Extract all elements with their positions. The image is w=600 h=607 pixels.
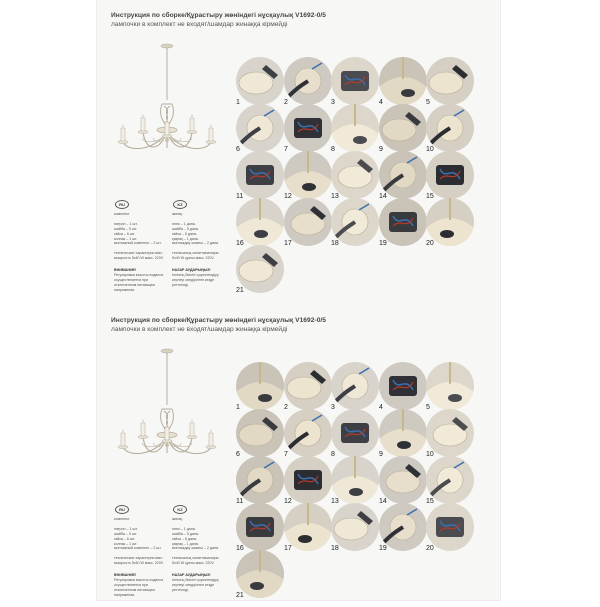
step-photo xyxy=(379,409,427,457)
ru-kit-heading: комплект xyxy=(114,517,130,521)
assembly-step xyxy=(379,503,427,551)
kz-warning-text: Ілгектің биіктігі қоректендіру кернеуі сөндірілген кезде реттеледі. xyxy=(172,272,219,287)
step-number: 4 xyxy=(379,404,383,411)
step-number: 5 xyxy=(426,404,430,411)
kz-kit-heading: жинақ: xyxy=(172,212,183,216)
step-number: 11 xyxy=(236,498,244,505)
step-photo xyxy=(284,456,332,504)
assembly-step xyxy=(236,151,284,199)
kz-tech-heading: техникалық сипаттамалары: xyxy=(172,251,220,256)
ru-warning-heading: ВНИМАНИЕ! xyxy=(114,573,137,577)
instruction-title: Инструкция по сборке/Құрастыру жөніндегі нұсқаулық V1692-0/5 xyxy=(111,12,327,19)
kz-kit-item: шайба – 5 дана. xyxy=(172,531,199,536)
step-photo xyxy=(331,151,379,199)
step-number: 1 xyxy=(236,404,240,411)
step-photo xyxy=(426,57,474,105)
ru-tech-value: мощность 5x40 W макс. 220V xyxy=(114,256,164,261)
assembly-step xyxy=(426,362,474,410)
step-number: 6 xyxy=(236,146,240,153)
ru-kit-item: монтажный комплект – 2 шт. xyxy=(114,546,162,551)
assembly-step xyxy=(331,104,379,152)
step-photo xyxy=(426,151,474,199)
step-photo xyxy=(426,104,474,152)
step-number: 1 xyxy=(236,99,240,106)
kz-warning xyxy=(172,573,228,593)
kz-tech-heading: техникалық сипаттамалары: xyxy=(172,556,220,561)
kz-warning-heading: НАЗАР АУДАРЫҢЫЗ! xyxy=(172,573,211,577)
step-number: 15 xyxy=(426,193,434,200)
step-number: 14 xyxy=(379,498,387,505)
ru-kit-item: гайка – 6 шт. xyxy=(114,536,136,541)
assembly-step xyxy=(236,550,284,598)
step-number: 17 xyxy=(284,240,292,247)
assembly-step xyxy=(379,151,427,199)
kz-kit-item: монтаждау жиыны – 2 дана. xyxy=(172,241,219,246)
assembly-step xyxy=(236,409,284,457)
assembly-step xyxy=(379,409,427,457)
step-photo xyxy=(426,198,474,246)
step-number: 9 xyxy=(379,451,383,458)
ru-kit-item: шайба – 5 шт. xyxy=(114,531,137,536)
assembly-step xyxy=(236,57,284,105)
instruction-sheet xyxy=(97,0,500,600)
kz-kit-item: қақпақ – 1 дана. xyxy=(172,541,199,546)
kz-kit-item: ілгек – 1 дана. xyxy=(172,221,196,226)
step-number: 19 xyxy=(379,240,387,247)
step-number: 14 xyxy=(379,193,387,200)
assembly-step xyxy=(331,198,379,246)
step-photo xyxy=(331,104,379,152)
assembly-step xyxy=(426,151,474,199)
ru-badge: RU xyxy=(115,505,129,514)
step-photo xyxy=(379,151,427,199)
ru-warning-text: Регулировка высоты подвеса осуществляется при отключенном питающем напряжении. xyxy=(114,272,164,292)
assembly-step xyxy=(379,57,427,105)
step-photo xyxy=(236,550,284,598)
step-photo xyxy=(331,362,379,410)
instruction-subtitle: лампочки в комплект не входят/шамдар жинаққа кірмейді xyxy=(111,326,288,333)
assembly-step xyxy=(284,503,332,551)
step-number: 21 xyxy=(236,592,244,599)
assembly-step xyxy=(236,245,284,293)
step-photo xyxy=(379,198,427,246)
step-photo xyxy=(331,409,379,457)
assembly-step xyxy=(331,57,379,105)
ru-warning xyxy=(114,573,170,598)
assembly-step xyxy=(284,151,332,199)
kz-badge: KZ xyxy=(173,200,187,209)
assembly-step xyxy=(284,104,332,152)
step-photo xyxy=(284,151,332,199)
step-number: 12 xyxy=(284,193,292,200)
step-photo xyxy=(284,362,332,410)
ru-kit-item: монтажный комплект – 2 шт. xyxy=(114,241,162,246)
ru-kit-heading: комплект xyxy=(114,212,130,216)
kz-warning xyxy=(172,268,228,288)
step-photo xyxy=(426,362,474,410)
ru-warning-heading: ВНИМАНИЕ! xyxy=(114,268,137,272)
kz-kit-item: монтаждау жиыны – 2 дана. xyxy=(172,546,219,551)
kz-kit-heading: жинақ: xyxy=(172,517,183,521)
step-number: 21 xyxy=(236,287,244,294)
step-photo xyxy=(426,409,474,457)
ru-kit-item: шайба – 5 шт. xyxy=(114,226,137,231)
step-photo xyxy=(236,245,284,293)
ru-kit-item: колпак – 1 шт. xyxy=(114,236,138,241)
step-photo xyxy=(236,503,284,551)
step-photo xyxy=(284,198,332,246)
kz-kit-item: қақпақ – 1 дана. xyxy=(172,236,199,241)
chandelier-illustration xyxy=(115,42,220,192)
assembly-step xyxy=(236,456,284,504)
ru-tech-heading: технические характеристики: xyxy=(114,251,163,256)
ru-warning-text: Регулировка высоты подвеса осуществляется при отключенном питающем напряжении. xyxy=(114,577,164,597)
kz-tech-value: 5x40 W қуаты макс. 220V xyxy=(172,561,214,566)
assembly-step xyxy=(426,456,474,504)
step-photo xyxy=(284,57,332,105)
step-number: 16 xyxy=(236,545,244,552)
assembly-step xyxy=(236,198,284,246)
step-photo xyxy=(379,456,427,504)
assembly-step xyxy=(426,503,474,551)
step-number: 18 xyxy=(331,545,339,552)
step-photo xyxy=(426,456,474,504)
assembly-step xyxy=(379,198,427,246)
step-photo xyxy=(379,503,427,551)
kz-badge: KZ xyxy=(173,505,187,514)
step-number: 12 xyxy=(284,498,292,505)
step-number: 17 xyxy=(284,545,292,552)
assembly-step xyxy=(284,362,332,410)
step-photo xyxy=(284,104,332,152)
instruction-section xyxy=(97,12,500,302)
step-number: 11 xyxy=(236,193,244,200)
kz-kit-list xyxy=(172,212,228,261)
step-photo xyxy=(236,151,284,199)
kz-kit-list xyxy=(172,517,228,566)
step-photo xyxy=(331,57,379,105)
kz-warning-heading: НАЗАР АУДАРЫҢЫЗ! xyxy=(172,268,211,272)
step-number: 7 xyxy=(284,451,288,458)
step-number: 15 xyxy=(426,498,434,505)
step-number: 10 xyxy=(426,451,434,458)
assembly-step xyxy=(379,362,427,410)
assembly-step xyxy=(331,503,379,551)
step-number: 2 xyxy=(284,99,288,106)
assembly-step xyxy=(426,104,474,152)
assembly-step xyxy=(284,57,332,105)
ru-kit-item: патрон – 1 шт. xyxy=(114,221,138,226)
instruction-subtitle: лампочки в комплект не входят/шамдар жинаққа кірмейді xyxy=(111,21,288,28)
step-number: 4 xyxy=(379,99,383,106)
step-number: 3 xyxy=(331,404,335,411)
assembly-step xyxy=(284,198,332,246)
step-photo xyxy=(426,503,474,551)
step-photo xyxy=(236,409,284,457)
step-number: 13 xyxy=(331,193,339,200)
ru-kit-item: колпак – 1 шт. xyxy=(114,541,138,546)
step-number: 2 xyxy=(284,404,288,411)
ru-tech-value: мощность 5x40 W макс. 220V xyxy=(114,561,164,566)
assembly-step xyxy=(331,362,379,410)
step-number: 5 xyxy=(426,99,430,106)
assembly-step xyxy=(426,198,474,246)
assembly-step xyxy=(284,409,332,457)
ru-kit-list xyxy=(114,212,170,261)
step-number: 13 xyxy=(331,498,339,505)
assembly-step xyxy=(236,362,284,410)
assembly-step xyxy=(379,104,427,152)
assembly-step xyxy=(284,456,332,504)
step-photo xyxy=(379,57,427,105)
step-number: 19 xyxy=(379,545,387,552)
step-photo xyxy=(236,104,284,152)
step-number: 6 xyxy=(236,451,240,458)
step-photo xyxy=(236,362,284,410)
instruction-section xyxy=(97,317,500,607)
chandelier-illustration xyxy=(115,347,220,497)
ru-kit-item: патрон – 1 шт. xyxy=(114,526,138,531)
kz-tech-value: 5x40 W қуаты макс. 220V xyxy=(172,256,214,261)
assembly-step xyxy=(426,57,474,105)
kz-kit-item: шайба – 5 дана. xyxy=(172,226,199,231)
step-number: 9 xyxy=(379,146,383,153)
step-photo xyxy=(379,104,427,152)
step-number: 8 xyxy=(331,451,335,458)
step-number: 18 xyxy=(331,240,339,247)
assembly-step xyxy=(236,503,284,551)
ru-kit-item: гайка – 6 шт. xyxy=(114,231,136,236)
step-photo xyxy=(331,198,379,246)
step-photo xyxy=(284,409,332,457)
step-number: 3 xyxy=(331,99,335,106)
kz-warning-text: Ілгектің биіктігі қоректендіру кернеуі сөндірілген кезде реттеледі. xyxy=(172,577,219,592)
step-number: 7 xyxy=(284,146,288,153)
assembly-step xyxy=(379,456,427,504)
ru-warning xyxy=(114,268,170,293)
step-photo xyxy=(236,57,284,105)
step-number: 8 xyxy=(331,146,335,153)
step-number: 16 xyxy=(236,240,244,247)
ru-badge: RU xyxy=(115,200,129,209)
kz-kit-item: гайка – 6 дана. xyxy=(172,231,197,236)
step-photo xyxy=(331,503,379,551)
step-number: 20 xyxy=(426,545,434,552)
assembly-step xyxy=(331,409,379,457)
kz-kit-item: ілгек – 1 дана. xyxy=(172,526,196,531)
assembly-step xyxy=(331,151,379,199)
step-photo xyxy=(379,362,427,410)
step-photo xyxy=(284,503,332,551)
assembly-step xyxy=(331,456,379,504)
step-photo xyxy=(236,198,284,246)
step-number: 20 xyxy=(426,240,434,247)
assembly-step xyxy=(426,409,474,457)
step-photo xyxy=(331,456,379,504)
kz-kit-item: гайка – 6 дана. xyxy=(172,536,197,541)
ru-tech-heading: технические характеристики: xyxy=(114,556,163,561)
step-photo xyxy=(236,456,284,504)
instruction-title: Инструкция по сборке/Құрастыру жөніндегі нұсқаулық V1692-0/5 xyxy=(111,317,327,324)
step-number: 10 xyxy=(426,146,434,153)
ru-kit-list xyxy=(114,517,170,566)
assembly-step xyxy=(236,104,284,152)
